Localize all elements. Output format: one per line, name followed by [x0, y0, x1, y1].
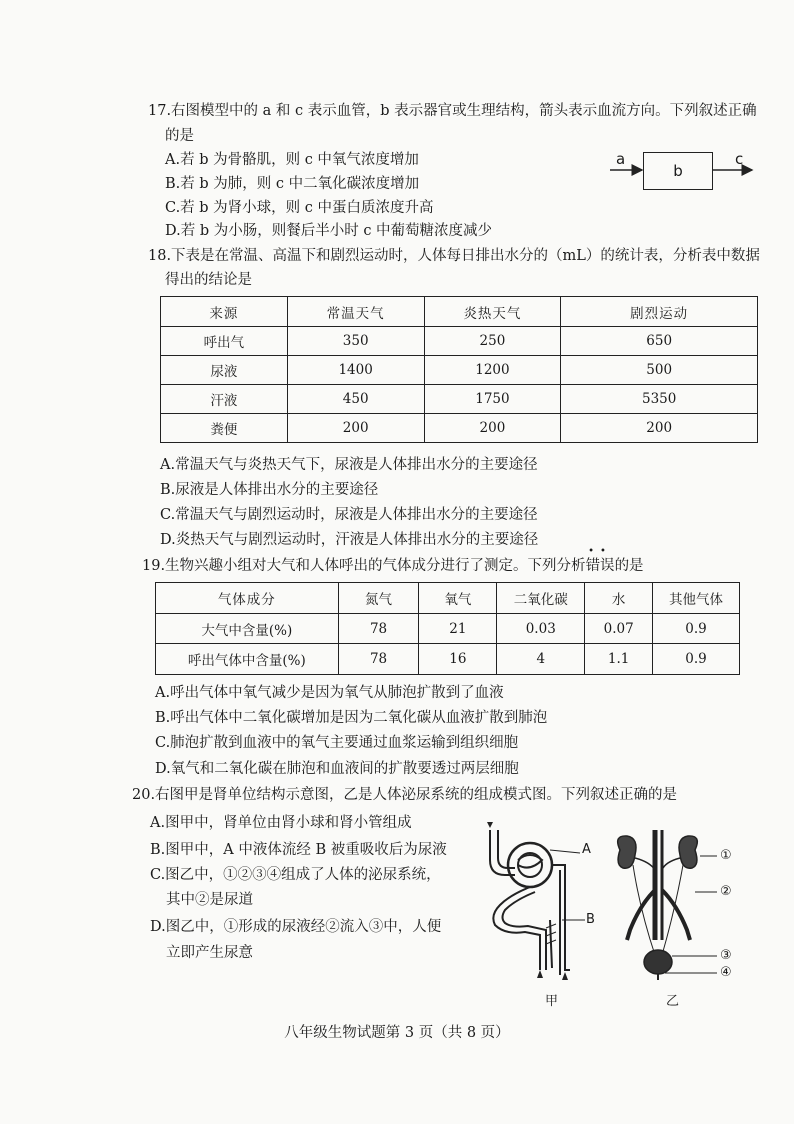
table-row: [156, 644, 740, 675]
marker-2: ②: [720, 884, 732, 899]
q19-stem-part2: 的是: [614, 558, 644, 574]
q19-th-oxygen: 氧气: [419, 583, 497, 614]
marker-3: ③: [720, 948, 732, 963]
q18-option-b: B.尿液是人体排出水分的主要途径: [160, 482, 379, 498]
q17-stem-line1: 17.右图模型中的 a 和 c 表示血管，b 表示器官或生理结构，箭头表示血流方向。下列叙述正确: [148, 103, 757, 119]
q19-option-c: C.肺泡扩散到血液中的氧气主要通过血浆运输到组织细胞: [155, 735, 519, 751]
table-cell: 78: [338, 614, 419, 644]
marker-1: ①: [720, 848, 732, 863]
table-cell: 350: [287, 327, 424, 356]
q19-th-gas: 气体成分: [156, 583, 339, 614]
table-cell: 呼出气体中含量(%): [156, 644, 339, 675]
q20-option-c: C.图乙中，①②③④组成了人体的泌尿系统，: [150, 867, 441, 883]
table-row: [161, 356, 758, 385]
q17-model-box-b: [643, 152, 713, 190]
q18-th-exercise: 剧烈运动: [561, 297, 758, 327]
table-cell: 450: [287, 385, 424, 414]
table-cell: 0.07: [585, 614, 653, 644]
table-cell: 粪便: [161, 414, 288, 443]
q19-stem-emphasis: [585, 546, 615, 576]
table-cell: 200: [561, 414, 758, 443]
q18-th-source: 来源: [161, 297, 288, 327]
q19-stem-part1: 19.生物兴趣小组对大气和人体呼出的气体成分进行了测定。下列分析: [142, 558, 586, 574]
marker-4: ④: [720, 965, 732, 980]
q17-option-d: D.若 b 为小肠，则餐后半小时 c 中葡萄糖浓度减少: [165, 223, 493, 239]
q18-option-d: D.炎热天气与剧烈运动时，汗液是人体排出水分的主要途径: [160, 532, 539, 548]
table-cell: 0.03: [497, 614, 585, 644]
table-cell: 1.1: [585, 644, 653, 675]
table-cell: 尿液: [161, 356, 288, 385]
table-row: [156, 614, 740, 644]
q19-option-d: D.氧气和二氧化碳在肺泡和血液间的扩散要透过两层细胞: [155, 761, 519, 777]
q17-stem-line2: 的是: [165, 128, 194, 144]
q20-option-c-cont: 其中②是尿道: [166, 892, 253, 908]
q20-stem: 20.右图甲是肾单位结构示意图，乙是人体泌尿系统的组成模式图。下列叙述正确的是: [132, 787, 678, 803]
table-row: [161, 327, 758, 356]
table-cell: 200: [424, 414, 561, 443]
q19-stem: [142, 546, 644, 576]
table-cell: 呼出气: [161, 327, 288, 356]
table-cell: 250: [424, 327, 561, 356]
q20-option-a: A.图甲中，肾单位由肾小球和肾小管组成: [150, 815, 412, 831]
table-cell: 5350: [561, 385, 758, 414]
q19-th-nitrogen: 氮气: [338, 583, 419, 614]
table-cell: 0.9: [653, 644, 740, 675]
q18-stem-line1: 18.下表是在常温、高温下和剧烈运动时，人体每日排出水分的（mL）的统计表，分析表中数据: [148, 248, 760, 264]
emphasis-dots: ••: [588, 546, 612, 557]
q19-table: [155, 582, 740, 675]
table-cell: 大气中含量(%): [156, 614, 339, 644]
q19-option-b: B.呼出气体中二氧化碳增加是因为二氧化碳从血液扩散到肺泡: [155, 710, 548, 726]
q18-th-normal: 常温天气: [287, 297, 424, 327]
q17-label-a: a: [616, 150, 626, 168]
q19-th-water: 水: [585, 583, 653, 614]
table-cell: 16: [419, 644, 497, 675]
q17-option-a: A.若 b 为骨骼肌，则 c 中氧气浓度增加: [165, 152, 419, 168]
q20-option-b: B.图甲中，A 中液体流经 B 被重吸收后为尿液: [150, 842, 447, 858]
table-cell: 200: [287, 414, 424, 443]
q17-option-c: C.若 b 为肾小球，则 c 中蛋白质浓度升高: [165, 200, 434, 216]
q19-th-co2: 二氧化碳: [497, 583, 585, 614]
nephron-label-a: A: [582, 842, 591, 857]
table-cell: 1200: [424, 356, 561, 385]
table-row: [161, 414, 758, 443]
page-footer: 八年级生物试题第 3 页（共 8 页）: [284, 1025, 510, 1041]
table-cell: 1400: [287, 356, 424, 385]
q18-option-a: A.常温天气与炎热天气下，尿液是人体排出水分的主要途径: [160, 457, 538, 473]
q19-option-a: A.呼出气体中氧气减少是因为氧气从肺泡扩散到了血液: [155, 685, 504, 701]
urinary-system-figure: [605, 830, 730, 980]
q20-option-d: D.图乙中，①形成的尿液经②流入③中，人便: [150, 919, 442, 935]
q18-stem-line2: 得出的结论是: [165, 272, 252, 288]
q19-table-header: [156, 583, 740, 614]
q17-label-b: b: [673, 162, 683, 180]
q18-table: [160, 296, 758, 443]
q20-option-d-cont: 立即产生尿意: [166, 945, 253, 961]
q18-table-header: [161, 297, 758, 327]
q17-option-b: B.若 b 为肺，则 c 中二氧化碳浓度增加: [165, 176, 420, 192]
q18-th-hot: 炎热天气: [424, 297, 561, 327]
table-cell: 汗液: [161, 385, 288, 414]
table-cell: 78: [338, 644, 419, 675]
nephron-figure: [470, 820, 600, 990]
table-cell: 0.9: [653, 614, 740, 644]
table-cell: 21: [419, 614, 497, 644]
nephron-label-b: B: [586, 912, 595, 927]
fig-jia-caption: 甲: [545, 994, 559, 1009]
table-cell: 1750: [424, 385, 561, 414]
q18-option-c: C.常温天气与剧烈运动时，尿液是人体排出水分的主要途径: [160, 507, 538, 523]
table-cell: 500: [561, 356, 758, 385]
q19-th-other: 其他气体: [653, 583, 740, 614]
q17-label-c: c: [735, 150, 744, 168]
q19-emphasis-word: 错误: [585, 558, 615, 574]
table-cell: 650: [561, 327, 758, 356]
table-cell: 4: [497, 644, 585, 675]
fig-yi-caption: 乙: [666, 994, 680, 1009]
table-row: [161, 385, 758, 414]
